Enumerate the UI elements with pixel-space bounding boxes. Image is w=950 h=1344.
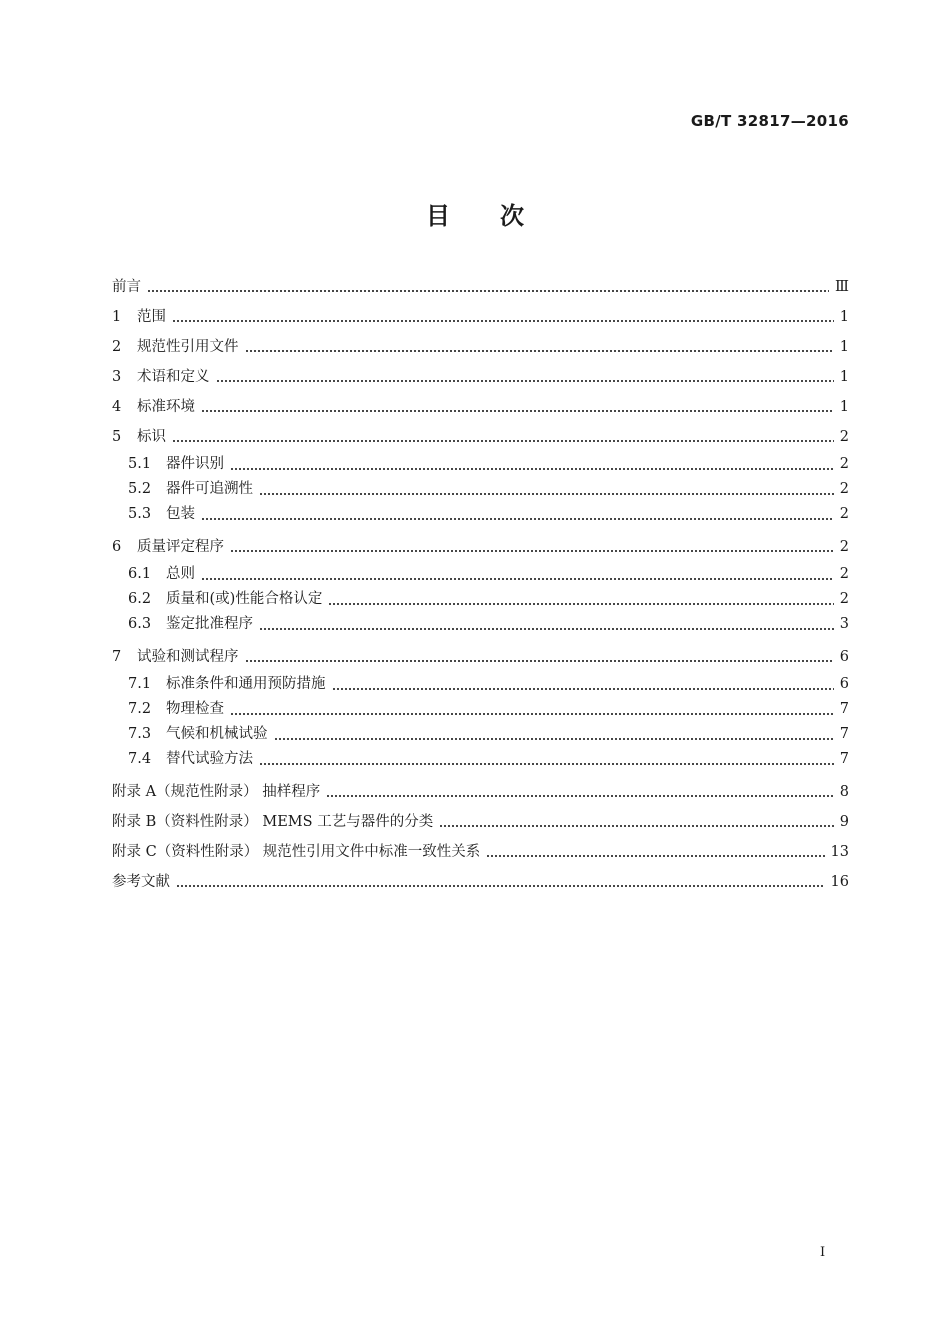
toc-entry[interactable] [112, 452, 849, 477]
toc-dot-leader [245, 650, 834, 664]
toc-dot-leader [230, 703, 834, 717]
toc-dot-leader [328, 593, 833, 607]
toc-page-number: 13 [830, 844, 849, 860]
toc-section-title: 试验和测试程序 [137, 649, 239, 665]
toc-page-number: 2 [839, 566, 849, 582]
page-number: I [820, 1245, 826, 1260]
toc-section-number: 6.2 [128, 591, 152, 607]
toc-page-number: 2 [839, 456, 849, 472]
toc-entry[interactable] [112, 642, 849, 672]
toc-entry-label [128, 672, 326, 697]
toc-section-title: 质量和(或)性能合格认定 [166, 591, 323, 607]
toc-section-number: 7 [112, 649, 122, 665]
toc-entry-label [112, 302, 166, 332]
toc-entry-label [128, 747, 253, 772]
toc-dot-leader [245, 340, 834, 354]
toc-entry[interactable] [112, 697, 849, 722]
toc-entry[interactable] [112, 477, 849, 502]
toc-page-number: 3 [839, 616, 849, 632]
toc-entry-label [112, 272, 141, 302]
toc-entry-label [112, 867, 170, 897]
toc-page-number: 6 [839, 649, 849, 665]
toc-page-number: Ⅲ [835, 279, 849, 295]
toc-entry[interactable] [112, 867, 849, 897]
toc-page-number: 9 [839, 814, 849, 830]
toc-page-number: 8 [839, 784, 849, 800]
table-of-contents [112, 272, 849, 897]
toc-entry-label [128, 452, 224, 477]
toc-page-number: 6 [839, 676, 849, 692]
toc-entry-label [128, 587, 322, 612]
toc-page-number: 2 [839, 539, 849, 555]
toc-entry-label [112, 362, 210, 392]
toc-page-number: 2 [839, 429, 849, 445]
toc-page-number: 2 [839, 591, 849, 607]
toc-section-title: 附录 A（规范性附录） 抽样程序 [112, 784, 321, 800]
toc-dot-leader [201, 400, 834, 414]
toc-entry-label [128, 502, 195, 527]
toc-section-number: 5.3 [128, 506, 152, 522]
toc-section-title: 器件可追溯性 [166, 481, 253, 497]
toc-page-number: 2 [839, 481, 849, 497]
toc-section-number: 7.3 [128, 726, 152, 742]
toc-entry-label [112, 332, 239, 362]
toc-section-title: 标准环境 [137, 399, 195, 415]
toc-dot-leader [486, 845, 824, 859]
toc-section-number: 5.2 [128, 481, 152, 497]
toc-entry[interactable] [112, 777, 849, 807]
toc-section-number: 7.4 [128, 751, 152, 767]
toc-section-title: 术语和定义 [137, 369, 210, 385]
toc-entry-label [128, 722, 268, 747]
toc-dot-leader [201, 568, 834, 582]
toc-page-number: 7 [839, 726, 849, 742]
toc-dot-leader [259, 753, 834, 767]
toc-section-title: 附录 B（资料性附录） MEMS 工艺与器件的分类 [112, 814, 434, 830]
toc-dot-leader [147, 280, 829, 294]
toc-entry[interactable] [112, 587, 849, 612]
toc-section-title: 标准条件和通用预防措施 [166, 676, 326, 692]
toc-page-number: 1 [839, 339, 849, 355]
toc-section-title: 质量评定程序 [137, 539, 224, 555]
toc-entry[interactable] [112, 672, 849, 697]
toc-entry-label [112, 422, 166, 452]
toc-page-number: 1 [839, 369, 849, 385]
standard-code: GB/T 32817—2016 [690, 112, 849, 130]
toc-section-number: 6.3 [128, 616, 152, 632]
toc-entry-label [128, 477, 253, 502]
toc-section-title: 标识 [137, 429, 166, 445]
toc-entry[interactable] [112, 722, 849, 747]
toc-section-title: 包装 [166, 506, 195, 522]
toc-entry-label [112, 807, 433, 837]
toc-dot-leader [230, 540, 834, 554]
toc-dot-leader [201, 508, 834, 522]
toc-section-number: 5.1 [128, 456, 152, 472]
toc-section-title: 鉴定批准程序 [166, 616, 253, 632]
toc-section-title: 规范性引用文件 [137, 339, 239, 355]
toc-page-number: 2 [839, 506, 849, 522]
toc-entry-label [112, 837, 480, 867]
toc-entry[interactable] [112, 807, 849, 837]
toc-section-title: 物理检查 [166, 701, 224, 717]
toc-entry[interactable] [112, 562, 849, 587]
toc-entry-label [112, 777, 320, 807]
toc-section-title: 总则 [166, 566, 195, 582]
toc-dot-leader [259, 483, 834, 497]
toc-section-number: 5 [112, 429, 122, 445]
toc-dot-leader [259, 618, 834, 632]
toc-section-number: 6.1 [128, 566, 152, 582]
toc-dot-leader [439, 815, 834, 829]
toc-page-number: 16 [830, 874, 849, 890]
toc-page-number: 1 [839, 399, 849, 415]
toc-section-number: 3 [112, 369, 122, 385]
toc-entry-label [112, 392, 195, 422]
toc-dot-leader [172, 310, 834, 324]
toc-page-number: 1 [839, 309, 849, 325]
toc-section-number: 6 [112, 539, 122, 555]
toc-dot-leader [274, 728, 834, 742]
toc-entry[interactable] [112, 837, 849, 867]
toc-entry[interactable] [112, 272, 849, 302]
toc-section-title: 范围 [137, 309, 166, 325]
toc-entry[interactable] [112, 332, 849, 362]
toc-dot-leader [326, 785, 834, 799]
toc-entry[interactable] [112, 612, 849, 637]
toc-entry-label [112, 532, 224, 562]
toc-section-number: 7.1 [128, 676, 152, 692]
toc-entry-label [128, 697, 224, 722]
toc-entry[interactable] [112, 422, 849, 452]
toc-section-title: 器件识别 [166, 456, 224, 472]
toc-section-number: 7.2 [128, 701, 152, 717]
toc-section-number: 2 [112, 339, 122, 355]
toc-dot-leader [176, 875, 825, 889]
toc-page-number: 7 [839, 701, 849, 717]
toc-entry[interactable] [112, 532, 849, 562]
toc-page-number: 7 [839, 751, 849, 767]
toc-section-number: 4 [112, 399, 122, 415]
toc-entry-label [128, 612, 253, 637]
toc-section-title: 气候和机械试验 [166, 726, 268, 742]
toc-entry[interactable] [112, 362, 849, 392]
toc-entry[interactable] [112, 502, 849, 527]
page-title: 目次 [426, 202, 574, 230]
toc-section-title: 前言 [112, 279, 141, 295]
toc-entry[interactable] [112, 302, 849, 332]
toc-entry[interactable] [112, 392, 849, 422]
toc-entry-label [112, 642, 239, 672]
toc-dot-leader [216, 370, 834, 384]
toc-dot-leader [230, 458, 834, 472]
toc-section-number: 1 [112, 309, 122, 325]
toc-section-title: 附录 C（资料性附录） 规范性引用文件中标准一致性关系 [112, 844, 481, 860]
toc-dot-leader [332, 678, 834, 692]
toc-dot-leader [172, 430, 834, 444]
toc-entry[interactable] [112, 747, 849, 772]
toc-section-title: 参考文献 [112, 874, 170, 890]
toc-section-title: 替代试验方法 [166, 751, 253, 767]
toc-entry-label [128, 562, 195, 587]
